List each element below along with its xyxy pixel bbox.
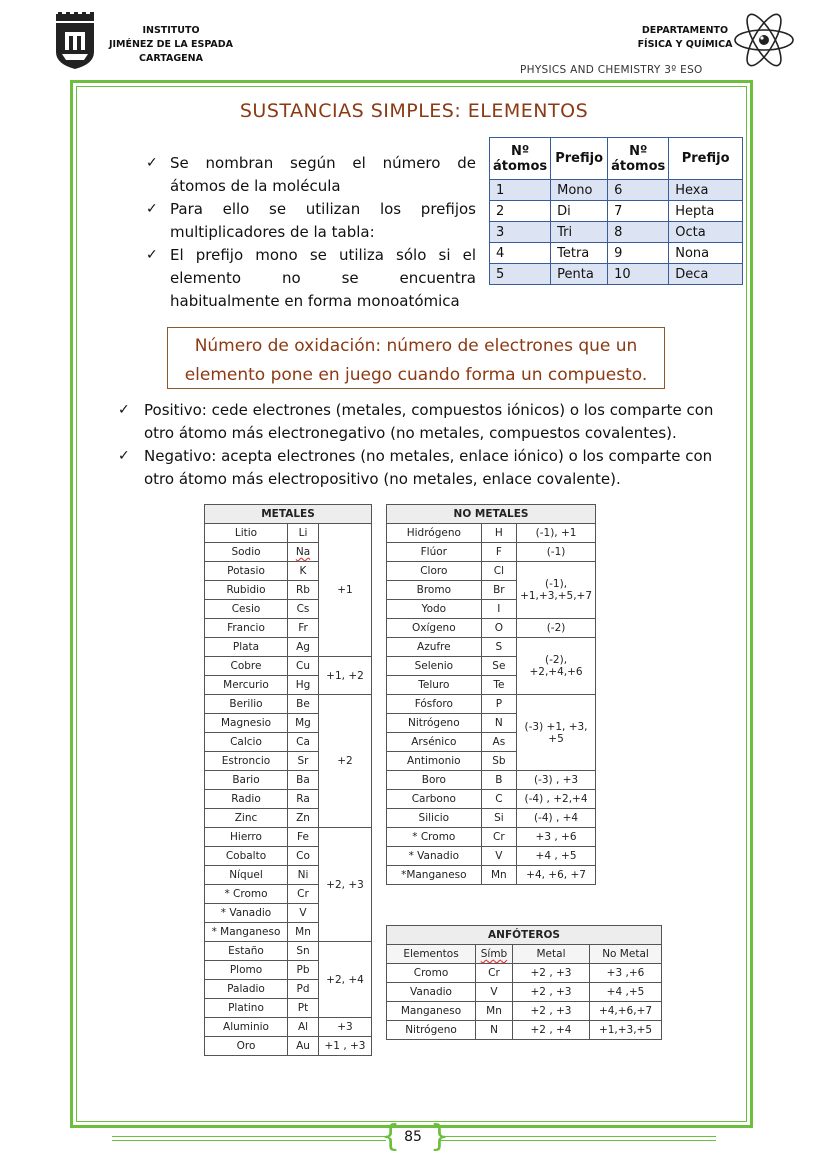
element-symbol: Cs	[288, 600, 319, 619]
element-name: Plata	[205, 638, 288, 657]
oxidation-states: +2, +3	[319, 828, 372, 942]
institute-line-2: JIMÉNEZ DE LA ESPADA	[108, 39, 234, 50]
oxidation-states: (-4) , +2,+4	[517, 790, 596, 809]
oxidation-states: (-3) , +3	[517, 771, 596, 790]
table-row	[387, 828, 596, 847]
cell: Vanadio	[387, 983, 476, 1002]
oxidation-states: +4, +6, +7	[517, 866, 596, 885]
element-name: Hierro	[205, 828, 288, 847]
table-row	[387, 1021, 662, 1040]
element-symbol: H	[481, 524, 516, 543]
bullet-text: Para ello se utilizan los prefijos multiplicadores de la tabla:	[170, 200, 476, 241]
element-symbol: C	[481, 790, 516, 809]
cell: Deca	[669, 264, 743, 285]
oxidation-states: +2, +4	[319, 942, 372, 1018]
col-header-text: Símb	[480, 948, 508, 960]
element-symbol: F	[481, 543, 516, 562]
table-row	[387, 771, 596, 790]
department-line-2: FÍSICA Y QUÍMICA	[637, 39, 733, 50]
prefix-table	[489, 137, 743, 285]
element-name: Estroncio	[205, 752, 288, 771]
element-symbol: K	[288, 562, 319, 581]
element-symbol: Pb	[288, 961, 319, 980]
cell: 7	[608, 201, 669, 222]
element-name: Plomo	[205, 961, 288, 980]
footer-rule-left	[112, 1136, 386, 1137]
table-row	[205, 657, 372, 676]
cell: Cromo	[387, 964, 476, 983]
department-line-1: DEPARTAMENTO	[641, 25, 729, 36]
element-symbol: Ba	[288, 771, 319, 790]
oxidation-states: (-1), +1,+3,+5,+7	[517, 562, 596, 619]
bullet-text: Positivo: cede electrones (metales, compuestos iónicos) o los comparte con otro átomo más electronegativo (no metales, compuestos covalentes).	[144, 401, 714, 442]
checkmark-icon: ✓	[118, 448, 130, 464]
table-row	[490, 243, 743, 264]
element-name: Flúor	[387, 543, 482, 562]
element-symbol: Au	[288, 1037, 319, 1056]
oxidation-states: +2	[319, 695, 372, 828]
table-row	[205, 828, 372, 847]
element-name: Sodio	[205, 543, 288, 562]
oxidation-states: (-1)	[517, 543, 596, 562]
col-header: Prefijo	[669, 138, 743, 180]
oxidation-sign-list	[118, 399, 718, 491]
col-header: Elementos	[387, 945, 476, 964]
list-item	[118, 399, 718, 445]
element-name: Nitrógeno	[387, 714, 482, 733]
element-symbol: Ag	[288, 638, 319, 657]
footer-brace-right: }	[430, 1119, 450, 1154]
checkmark-icon: ✓	[146, 155, 158, 171]
metals-table	[204, 504, 372, 1056]
element-name: Cloro	[387, 562, 482, 581]
footer-rule-right-2	[440, 1140, 716, 1141]
bullet-text: Negativo: acepta electrones (no metales, enlace iónico) o los comparte con otro átomo más electropositivo (no metales, enlace covalente).	[144, 447, 713, 488]
footer-brace-left: {	[381, 1119, 401, 1154]
element-name: Cobre	[205, 657, 288, 676]
table-row	[387, 983, 662, 1002]
element-name: Bario	[205, 771, 288, 790]
element-symbol: Cr	[288, 885, 319, 904]
element-name: Hidrógeno	[387, 524, 482, 543]
cell: Penta	[551, 264, 608, 285]
table-row	[205, 1018, 372, 1037]
col-header: No Metal	[590, 945, 662, 964]
element-name: Teluro	[387, 676, 482, 695]
amphoteric-table	[386, 925, 662, 1040]
table-title: METALES	[205, 505, 372, 524]
cell: Nitrógeno	[387, 1021, 476, 1040]
oxidation-states: +1	[319, 524, 372, 657]
element-symbol: Sr	[288, 752, 319, 771]
cell: 10	[608, 264, 669, 285]
cell: Nona	[669, 243, 743, 264]
definition-text: Número de oxidación: número de electrones que un elemento pone en juego cuando forma un compuesto.	[184, 336, 648, 385]
oxidation-states: (-3) +1, +3, +5	[517, 695, 596, 771]
school-crest-logo	[54, 12, 96, 70]
element-symbol: Fe	[288, 828, 319, 847]
element-symbol: O	[481, 619, 516, 638]
element-name: Potasio	[205, 562, 288, 581]
cell: Hepta	[669, 201, 743, 222]
checkmark-icon: ✓	[146, 247, 158, 263]
element-name: Mercurio	[205, 676, 288, 695]
table-title-row	[205, 505, 372, 524]
element-name: Silicio	[387, 809, 482, 828]
element-symbol: Se	[481, 657, 516, 676]
table-row	[205, 942, 372, 961]
cell: +1,+3,+5	[590, 1021, 662, 1040]
table-title: NO METALES	[387, 505, 596, 524]
cell: 9	[608, 243, 669, 264]
naming-rules-list	[146, 152, 476, 313]
element-name: Magnesio	[205, 714, 288, 733]
element-symbol: Be	[288, 695, 319, 714]
col-header: Prefijo	[551, 138, 608, 180]
element-symbol: S	[481, 638, 516, 657]
element-symbol: B	[481, 771, 516, 790]
col-header: Nº átomos	[608, 138, 669, 180]
element-name: Azufre	[387, 638, 482, 657]
element-name: Bromo	[387, 581, 482, 600]
table-row	[490, 264, 743, 285]
table-row	[387, 809, 596, 828]
element-name: Oxígeno	[387, 619, 482, 638]
table-row	[387, 562, 596, 581]
element-symbol: Si	[481, 809, 516, 828]
element-symbol: V	[288, 904, 319, 923]
element-name: Paladio	[205, 980, 288, 999]
table-row	[205, 524, 372, 543]
element-name: Arsénico	[387, 733, 482, 752]
cell: Cr	[476, 964, 513, 983]
table-row	[387, 964, 662, 983]
oxidation-states: +1, +2	[319, 657, 372, 695]
cell: 2	[490, 201, 551, 222]
element-symbol: Ra	[288, 790, 319, 809]
cell: Mn	[476, 1002, 513, 1021]
element-symbol: Sn	[288, 942, 319, 961]
list-item	[118, 445, 718, 491]
cell: N	[476, 1021, 513, 1040]
institute-line-1: INSTITUTO	[142, 25, 200, 36]
element-symbol: Li	[288, 524, 319, 543]
cell: +2 , +3	[513, 964, 590, 983]
element-symbol: Rb	[288, 581, 319, 600]
table-row	[387, 866, 596, 885]
element-symbol: Mg	[288, 714, 319, 733]
element-name: Radio	[205, 790, 288, 809]
table-title-row	[387, 926, 662, 945]
table-row	[387, 543, 596, 562]
element-name: Yodo	[387, 600, 482, 619]
element-symbol: Cl	[481, 562, 516, 581]
cell: Tetra	[551, 243, 608, 264]
column-header-row	[387, 945, 662, 964]
element-name: Francio	[205, 619, 288, 638]
element-name: Rubidio	[205, 581, 288, 600]
element-name: Cobalto	[205, 847, 288, 866]
element-symbol: Co	[288, 847, 319, 866]
cell: +2 , +3	[513, 983, 590, 1002]
element-name: Cesio	[205, 600, 288, 619]
table-row	[387, 847, 596, 866]
element-name: Boro	[387, 771, 482, 790]
cell: +3 ,+6	[590, 964, 662, 983]
table-row	[387, 638, 596, 657]
col-header: Nº átomos	[490, 138, 551, 180]
table-row	[387, 790, 596, 809]
element-name: Selenio	[387, 657, 482, 676]
nonmetals-table	[386, 504, 596, 885]
oxidation-states: +3 , +6	[517, 828, 596, 847]
footer-rule-right	[440, 1136, 716, 1137]
element-name: * Cromo	[205, 885, 288, 904]
element-symbol: Pt	[288, 999, 319, 1018]
element-name: * Vanadio	[205, 904, 288, 923]
cell: Manganeso	[387, 1002, 476, 1021]
oxidation-states: (-1), +1	[517, 524, 596, 543]
element-symbol	[288, 543, 319, 562]
cell: +2 , +3	[513, 1002, 590, 1021]
element-name: Aluminio	[205, 1018, 288, 1037]
table-title-row	[387, 505, 596, 524]
table-row	[387, 619, 596, 638]
element-symbol: N	[481, 714, 516, 733]
table-row	[387, 695, 596, 714]
cell: 5	[490, 264, 551, 285]
element-symbol: Te	[481, 676, 516, 695]
oxidation-states: +4 , +5	[517, 847, 596, 866]
element-name: Zinc	[205, 809, 288, 828]
element-symbol: Ni	[288, 866, 319, 885]
element-symbol: Hg	[288, 676, 319, 695]
element-name: Litio	[205, 524, 288, 543]
table-row	[387, 1002, 662, 1021]
cell: Hexa	[669, 180, 743, 201]
cell: Mono	[551, 180, 608, 201]
page-number: 85	[404, 1129, 422, 1145]
element-name: Carbono	[387, 790, 482, 809]
element-symbol: As	[481, 733, 516, 752]
oxidation-states: (-2)	[517, 619, 596, 638]
element-symbol: Br	[481, 581, 516, 600]
subject-label: PHYSICS AND CHEMISTRY 3º ESO	[520, 64, 703, 76]
cell: 4	[490, 243, 551, 264]
element-symbol: Sb	[481, 752, 516, 771]
col-header: Metal	[513, 945, 590, 964]
element-symbol: I	[481, 600, 516, 619]
element-name: Platino	[205, 999, 288, 1018]
cell: +2 , +4	[513, 1021, 590, 1040]
footer-rule-left-2	[112, 1140, 386, 1141]
cell: Di	[551, 201, 608, 222]
element-name: Estaño	[205, 942, 288, 961]
element-symbol: Mn	[288, 923, 319, 942]
element-symbol: V	[481, 847, 516, 866]
cell: 6	[608, 180, 669, 201]
institute-line-3: CARTAGENA	[139, 53, 203, 64]
cell: +4 ,+5	[590, 983, 662, 1002]
symbol-text: Na	[295, 546, 311, 558]
page-title: SUSTANCIAS SIMPLES: ELEMENTOS	[239, 100, 589, 122]
cell: 1	[490, 180, 551, 201]
element-symbol: P	[481, 695, 516, 714]
bullet-text: El prefijo mono se utiliza sólo si el elemento no se encuentra habitualmente en forma monoatómica	[170, 246, 476, 310]
element-symbol: Cr	[481, 828, 516, 847]
atom-logo-icon	[732, 8, 796, 72]
cell: Tri	[551, 222, 608, 243]
element-symbol: Fr	[288, 619, 319, 638]
oxidation-definition-box	[167, 327, 665, 389]
element-name: Níquel	[205, 866, 288, 885]
oxidation-states: +1 , +3	[319, 1037, 372, 1056]
bullet-text: Se nombran según el número de átomos de la molécula	[170, 154, 476, 195]
cell: Octa	[669, 222, 743, 243]
element-symbol: Mn	[481, 866, 516, 885]
oxidation-states: (-4) , +4	[517, 809, 596, 828]
element-name: Antimonio	[387, 752, 482, 771]
table-title: ANFÓTEROS	[387, 926, 662, 945]
table-row	[205, 1037, 372, 1056]
element-name: *Manganeso	[387, 866, 482, 885]
element-symbol: Zn	[288, 809, 319, 828]
element-name: * Vanadio	[387, 847, 482, 866]
prefix-table-header	[490, 138, 743, 180]
col-header	[476, 945, 513, 964]
list-item	[146, 152, 476, 198]
checkmark-icon: ✓	[146, 201, 158, 217]
list-item	[146, 198, 476, 244]
institute-header	[96, 24, 246, 66]
table-row	[490, 201, 743, 222]
cell: +4,+6,+7	[590, 1002, 662, 1021]
cell: 8	[608, 222, 669, 243]
element-name: Berilio	[205, 695, 288, 714]
element-name: Fósforo	[387, 695, 482, 714]
oxidation-states: +3	[319, 1018, 372, 1037]
table-row	[387, 524, 596, 543]
list-item	[146, 244, 476, 313]
cell: V	[476, 983, 513, 1002]
table-row	[205, 695, 372, 714]
element-name: * Cromo	[387, 828, 482, 847]
oxidation-states: (-2), +2,+4,+6	[517, 638, 596, 695]
checkmark-icon: ✓	[118, 402, 130, 418]
cell: 3	[490, 222, 551, 243]
table-row	[490, 222, 743, 243]
element-name: * Manganeso	[205, 923, 288, 942]
element-symbol: Pd	[288, 980, 319, 999]
element-symbol: Al	[288, 1018, 319, 1037]
element-name: Calcio	[205, 733, 288, 752]
element-symbol: Cu	[288, 657, 319, 676]
element-symbol: Ca	[288, 733, 319, 752]
table-row	[490, 180, 743, 201]
element-name: Oro	[205, 1037, 288, 1056]
